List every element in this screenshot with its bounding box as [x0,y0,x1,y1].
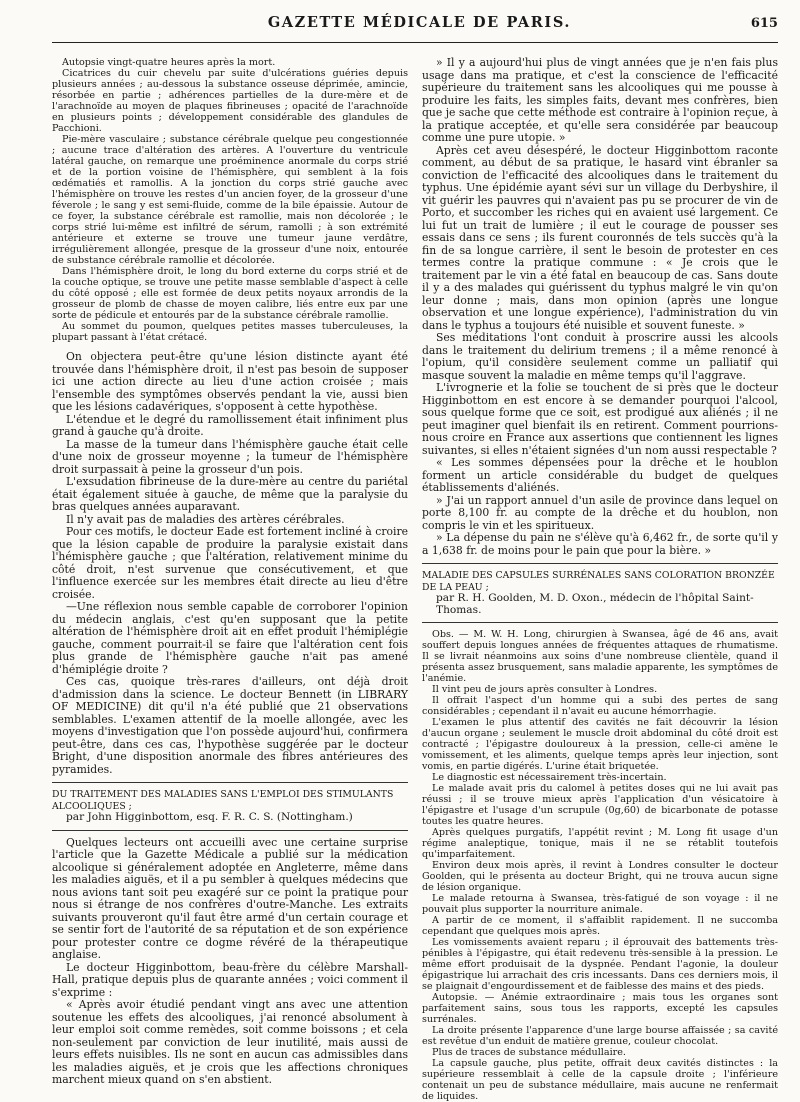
paragraph: Environ deux mois après, il revint à Londres consulter le docteur Goolden, qui le présenta au docteur Bright, qui ne trouva aucun signe de lésion organique. [422,860,778,893]
article-continuation [422,57,778,557]
autopsy-report [52,57,408,343]
paragraph: Le docteur Higginbottom, beau-frère du célèbre Marshall-Hall, pratique depuis plus de quarante années ; voici comment il s'exprime : [52,960,408,999]
journal-title: GAZETTE MÉDICALE DE PARIS. [267,14,572,31]
paragraph: Les vomissements avaient reparu ; il éprouvait des battements très-pénibles à l'épigastre, qui était redevenu très-sensible à la pression. Le même effort produisait de la dyspnée. Pendant l'agonie, la douleur épigastrique lui arrachait des cris incessants. Dans ces derniers mois, il se plaignait d'engourdissement et de faiblesse des mains et des pieds. [422,937,778,992]
paragraph: L'exsudation fibrineuse de la dure-mère au centre du pariétal était également située à gauche, de même que la paralysie du bras quelques années auparavant. [52,475,408,513]
right-column [422,56,778,1102]
page-header [52,14,778,43]
paragraph: A partir de ce moment, il s'affaiblit rapidement. Il ne succomba cependant que quelques mois après. [422,915,778,937]
discussion [52,351,408,776]
paragraph: Cicatrices du cuir chevelu par suite d'ulcérations guéries depuis plusieurs années ; au-dessous la substance osseuse déprimée, amincie, résorbée en partie ; adhérences partielles de la dure-mère et de l'arachnoïde au moyen de plaques fibrineuses ; opacité de l'arachnoïde en plusieurs points ; développement considérable des glandules de Pacchioni. [52,68,408,134]
paragraph: Obs. — M. W. H. Long, chirurgien à Swansea, âgé de 46 ans, avait souffert depuis longues années de fréquentes attaques de rhumatisme. Il se livrait néanmoins aux soins d'une nombreuse clientèle, quand il présenta assez brusquement, sans maladie apparente, les symptômes de l'anémie. [422,629,778,684]
article-heading: MALADIE DES CAPSULES SURRÉNALES SANS COLORATION BRONZÉE DE LA PEAU ; [422,570,775,593]
paragraph: Pie-mère vasculaire ; substance cérébrale quelque peu congestionnée ; aucune trace d'altération des artères. A l'ouverture du ventricule latéral gauche, on remarque une proéminence anormale du corps strié et de la portion voisine de l'hémisphère, qui semblent à la fois œdématiés et ramollis. A la jonction du corps strié gauche avec l'hémisphère on trouve les restes d'un ancien foyer, de la grosseur d'une féverole ; le sang y est semi-fluide, comme de la bile épaissie. Autour de ce foyer, la substance cérébrale est ramollie, mais non décolorée ; le corps strié lui-même est infiltré de sérum, ramolli ; à son extrémité antérieure et externe se trouve une tumeur jaune verdâtre, irrégulièrement allongée, presque de la grosseur d'une noix, entourée de substance cérébrale ramollie et décolorée. [52,134,408,266]
paragraph: Autopsie. — Anémie extraordinaire ; mais tous les organes sont parfaitement sains, sous tous les rapports, excepté les capsules surrénales. [422,992,778,1025]
page-number: 615 [750,16,778,31]
paragraph: Quelques lecteurs ont accueilli avec une certaine surprise l'article que la Gazette Médicale a publié sur la médication alcoolique si généralement adoptée en Angleterre, même dans les maladies aiguës, et il a pu sembler à quelques médecins que nous avions tant soit peu exagéré sur ce point la pratique pour nous si étrange de nos confrères d'outre-Manche. Les extraits suivants prouveront qu'il faut être armé d'un certain courage et se sentir fort de l'autorité de sa réputation et de son expérience pour protester contre ce dogme révéré de la thérapeutique anglaise. [52,835,408,961]
article-title [422,570,778,616]
paragraph: L'examen le plus attentif des cavités ne fait découvrir la lésion d'aucun organe ; seulement le muscle droit abdominal du côté droit est contracté ; l'épigastre douloureux à la pression, celle-ci amène le vomissement, et les aliments, quelque temps après leur injection, sont vomis, en partie digérés. L'urine était briquetée. [422,717,778,772]
paragraph: Après cet aveu désespéré, le docteur Higginbottom raconte comment, au début de sa pratique, le hasard vint ébranler sa conviction de l'efficacité des alcooliques dans le traitement du typhus. Une épidémie ayant sévi sur un village du Derbyshire, il vit guérir les pauvres qui n'avaient pas pu se procurer de vin de Porto, et succomber les riches qui en avaient usé largement. Ce lui fut un trait de lumière ; il eut le courage de pousser ses essais dans ce sens ; ils furent couronnés de tels succès qu'à la fin de sa longue carrière, il sent le besoin de protester en ces termes contre la pratique commune : « Je crois que le traitement par le vin a été fatal en beaucoup de cas. Sans doute il y a des malades qui guérissent du typhus malgré le vin qu'on leur donne ; mais, dans mon opinion (après une longue observation et une longue expérience), l'administration du vin dans le typhus a toujours été nuisible et souvent funeste. » [422,143,778,332]
paragraph: Dans l'hémisphère droit, le long du bord externe du corps strié et de la couche optique, se trouve une petite masse semblable d'aspect à celle du côté opposé ; elle est formée de deux petits noyaux arrondis de la grosseur de plomb de chasse de moyen calibre, liés entre eux par une sorte de pédicule et entourés par de la substance cérébrale ramollie. [52,266,408,321]
paragraph: Ces cas, quoique très-rares d'ailleurs, ont déjà droit d'admission dans la science. Le docteur Bennett (in LIBRARY OF MEDICINE) dit qu'il n'a été publié que 21 observations semblables. L'examen attentif de la moelle allongée, avec les moyens d'investigation que l'on possède aujourd'hui, confirmera peut-être, dans ces cas, l'hypothèse suggérée par le docteur Bright, d'une disposition anormale des fibres antérieures des pyramides. [52,675,408,776]
paragraph: La capsule gauche, plus petite, offrait deux cavités distinctes : la supérieure ressemblait à celle de la capsule droite ; l'inférieure contenait un peu de substance médullaire, mais aucune ne renfermait de liquides. [422,1058,778,1102]
paragraph: L'étendue et le degré du ramollissement était infiniment plus grand à gauche qu'à droite. [52,412,408,438]
observation [422,629,778,1102]
paragraph: —Une réflexion nous semble capable de corroborer l'opinion du médecin anglais, c'est qu'en supposant que la petite altération de l'hémisphère droit ait en effet produit l'hémiplégie gauche, comment pourrait-il se faire que l'altération cent fois plus grande de l'hémisphère gauche n'ait pas amené d'hémiplégie droite ? [52,600,408,676]
divider [422,563,778,564]
paragraph: Il n'y avait pas de maladies des artères cérébrales. [66,512,345,526]
paragraph: L'ivrognerie et la folie se touchent de si près que le docteur Higginbottom en est encore à se demander pourquoi l'alcool, sous quelque forme que ce soit, est prodigué aux aliénés ; il ne peut imaginer quel bienfait ils en retirent. Comment pourrions-nous croire en France aux assertions que contiennent les lignes suivantes, si elles n'étaient signées d'un nom aussi respectable ? [422,381,778,457]
paragraph: Au sommet du poumon, quelques petites masses tuberculeuses, la plupart passant à l'état crétacé. [52,321,408,343]
article-body [52,837,408,1087]
left-column [52,57,408,1086]
paragraph: » J'ai un rapport annuel d'un asile de province dans lequel on porte 8,100 fr. au compte de la drêche et du houblon, non compris le vin et les spiritueux. [422,493,778,532]
paragraph: Le malade avait pris du calomel à petites doses qui ne lui avait pas réussi ; il se trouve mieux après l'application d'un vésicatoire à l'épigastre et l'usage d'un scrupule (0g,60) de bicarbonate de potasse toutes les quatre heures. [422,783,778,827]
paragraph: « Les sommes dépensées pour la drêche et le houblon forment un article considérable du budget de quelques établissements d'aliénés. [422,456,778,494]
paragraph: » Il y a aujourd'hui plus de vingt années que je n'en fais plus usage dans ma pratique, et c'est la conscience de l'efficacité supérieure du traitement sans les alcooliques qui me pousse à produire les faits, les simples faits, devant mes confrères, bien que je sache que cette méthode est contraire à l'opinion reçue, à la pratique acceptée, et qu'elle sera considérée par beaucoup comme une pure utopie. » [422,56,778,144]
paragraph: Il vint peu de jours après consulter à Londres. [432,684,658,695]
paragraph: Après quelques purgatifs, l'appétit revint ; M. Long fit usage d'un régime analeptique, tonique, mais il ne se rétablit toutefois qu'imparfaitement. [422,827,778,860]
paragraph: « Après avoir étudié pendant vingt ans avec une attention soutenue les effets des alcooliques, j'ai renoncé absolument à leur emploi soit comme remèdes, soit comme boissons ; et cela non-seulement par conviction de leur inutilité, mais aussi de leurs effets nuisibles. Ils ne sont en aucun cas admissibles dans les maladies aiguës, et je crois que les affections chroniques marchent mieux quand on s'en abstient. [52,998,408,1086]
paragraph: La droite présente l'apparence d'une large bourse affaissée ; sa cavité est revêtue d'un enduit de matière grenue, couleur chocolat. [422,1025,778,1047]
text-columns [52,56,778,1102]
paragraph: Il offrait l'aspect d'un homme qui a subi des pertes de sang considérables ; cependant il n'avait eu aucune hémorrhagie. [422,695,778,717]
article-title [52,789,408,824]
paragraph: La masse de la tumeur dans l'hémisphère gauche était celle d'une noix de grosseur moyenne ; la tumeur de l'hémisphère droit surpassait à peine la grosseur d'un pois. [52,437,408,476]
paragraph: Le diagnostic est nécessairement très-incertain. [432,772,667,783]
article-byline: par John Higginbottom, esq. F. R. C. S. (Nottingham.) [66,811,353,823]
paragraph: Pour ces motifs, le docteur Eade est fortement incliné à croire que la lésion capable de produire la paralysie existait dans l'hémisphère gauche ; que l'altération, relativement minime du côté droit, n'est survenue que consécutivement, et que l'influence exercée sur les membres était directe au lieu d'être croisée. [52,525,408,601]
paragraph: On objectera peut-être qu'une lésion distincte ayant été trouvée dans l'hémisphère droit, il n'est pas besoin de supposer ici une action directe au lieu d'une action croisée ; mais l'ensemble des symptômes observés pendant la vie, aussi bien que les lésions cadavériques, s'opposent à cette hypothèse. [52,350,408,413]
paragraph: Autopsie vingt-quatre heures après la mort. [62,57,276,68]
article-byline: par R. H. Goolden, M. D. Oxon., médecin de l'hôpital Saint-Thomas. [436,592,754,616]
divider [52,830,408,831]
paragraph: » La dépense du pain ne s'élève qu'à 6,462 fr., de sorte qu'il y a 1,638 fr. de moins pour le pain que pour la bière. » [422,531,778,557]
article-heading: DU TRAITEMENT DES MALADIES SANS L'EMPLOI DES STIMULANTS ALCOOLIQUES ; [52,789,394,812]
paragraph: Plus de traces de substance médullaire. [432,1047,626,1058]
divider [422,622,778,623]
divider [52,782,408,783]
paragraph: Le malade retourna à Swansea, très-fatigué de son voyage : il ne pouvait plus supporter la nourriture animale. [422,893,778,915]
paragraph: Ses méditations l'ont conduit à proscrire aussi les alcools dans le traitement du delirium tremens ; il a même renoncé à l'opium, qu'il considère seulement comme un palliatif qui masque souvent la maladie en même temps qu'il l'aggrave. [422,331,778,382]
